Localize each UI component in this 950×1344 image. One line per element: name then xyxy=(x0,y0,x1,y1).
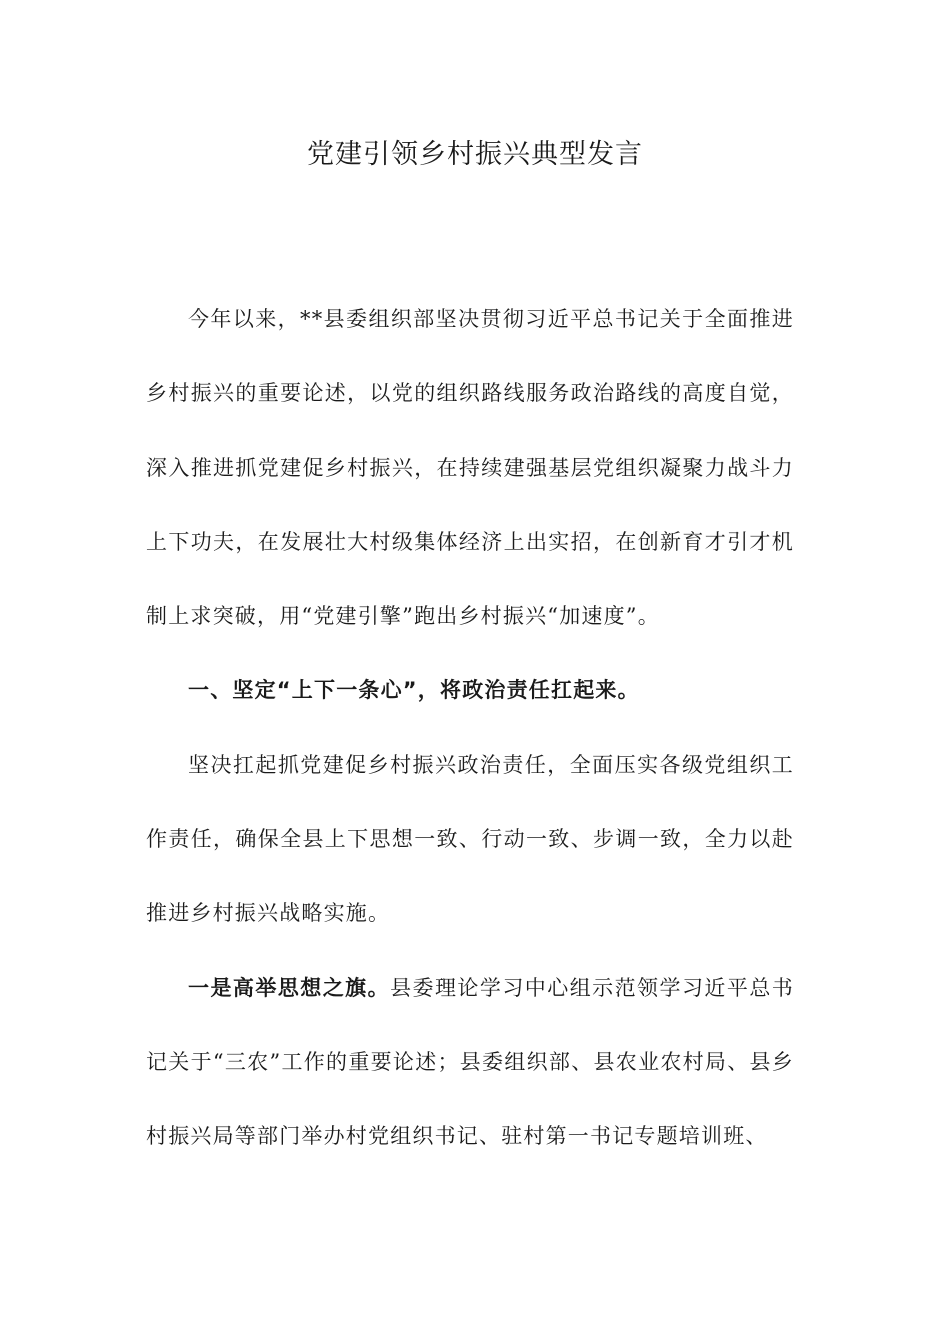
document-body xyxy=(146,282,794,1174)
point-1-paragraph xyxy=(146,951,794,1174)
document-title: 党建引领乡村振兴典型发言 xyxy=(307,139,643,170)
intro-paragraph: 今年以来，**县委组织部坚决贯彻习近平总书记关于全面推进乡村振兴的重要论述，以党的组织路线服务政治路线的高度自觉，深入推进抓党建促乡村振兴，在持续建强基层党组织凝聚力战斗力上下功夫，在发展壮大村级集体经济上出实招，在创新育才引才机制上求突破，用“党建引擎”跑出乡村振兴“加速度”。 xyxy=(146,307,794,629)
point-1-lead: 一是高举思想之旗。 xyxy=(188,975,391,1000)
point-1-text: 县委理论学习中心组示范领学习近平总书记关于“三农”工作的重要论述；县委组织部、县农业农村局、县乡村振兴局等部门举办村党组织书记、驻村第一书记专题培训班、 xyxy=(146,975,794,1149)
section-heading-1: 一、坚定“上下一条心”，将政治责任扛起来。 xyxy=(188,678,640,703)
section-1-paragraph: 坚决扛起抓党建促乡村振兴政治责任，全面压实各级党组织工作责任，确保全县上下思想一致、行动一致、步调一致，全力以赴推进乡村振兴战略实施。 xyxy=(146,752,794,926)
